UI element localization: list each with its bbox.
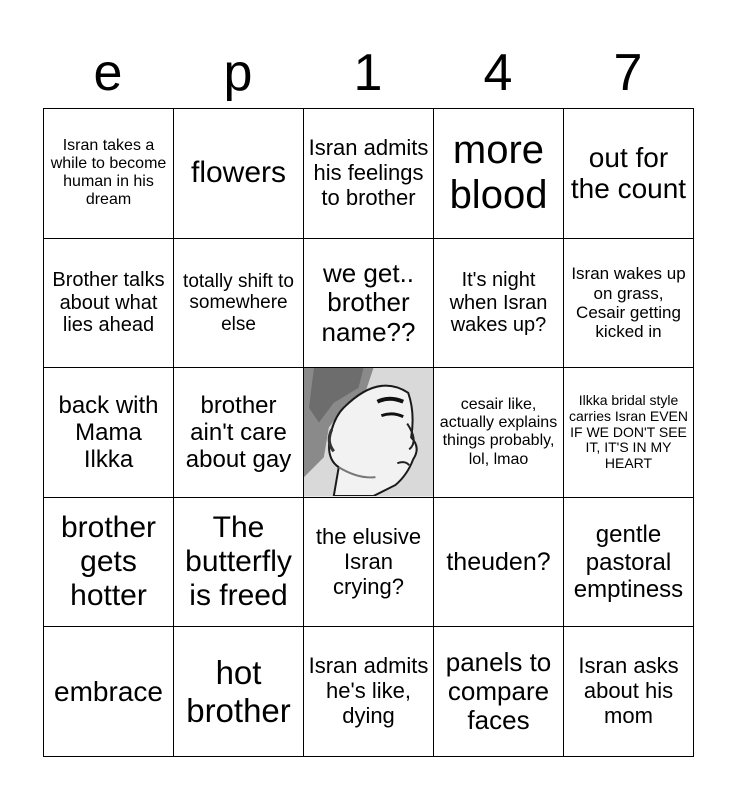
- free-space-image[interactable]: [304, 368, 434, 498]
- header-letter-e: e: [93, 44, 123, 102]
- bingo-cell[interactable]: Ilkka bridal style carries Isran EVEN IF WE DON'T SEE IT, IT'S IN MY HEART: [564, 368, 694, 498]
- bingo-cell[interactable]: Isran takes a while to become human in his dream: [44, 109, 174, 239]
- bingo-header: [43, 40, 693, 106]
- bingo-cell[interactable]: brother ain't care about gay: [174, 368, 304, 498]
- bingo-cell[interactable]: Isran admits he's like, dying: [304, 627, 434, 757]
- grid-row-3: [44, 368, 694, 498]
- bingo-cell[interactable]: totally shift to somewhere else: [174, 238, 304, 368]
- grid-row-1: [44, 109, 694, 239]
- bingo-cell[interactable]: Isran admits his feelings to brother: [304, 109, 434, 239]
- grid-row-2: [44, 238, 694, 368]
- grid-row-4: [44, 497, 694, 627]
- bingo-cell[interactable]: more blood: [434, 109, 564, 239]
- bingo-cell[interactable]: cesair like, actually explains things probably, lol, lmao: [434, 368, 564, 498]
- bingo-cell[interactable]: gentle pastoral emptiness: [564, 497, 694, 627]
- bingo-cell[interactable]: Brother talks about what lies ahead: [44, 238, 174, 368]
- bingo-cell[interactable]: Isran asks about his mom: [564, 627, 694, 757]
- bingo-cell[interactable]: brother gets hotter: [44, 497, 174, 627]
- bingo-cell[interactable]: hot brother: [174, 627, 304, 757]
- bingo-cell[interactable]: we get.. brother name??: [304, 238, 434, 368]
- bingo-cell[interactable]: The butterfly is freed: [174, 497, 304, 627]
- bingo-cell[interactable]: back with Mama Ilkka: [44, 368, 174, 498]
- header-digit-4: 4: [483, 44, 513, 102]
- bingo-cell[interactable]: embrace: [44, 627, 174, 757]
- bingo-cell[interactable]: It's night when Isran wakes up?: [434, 238, 564, 368]
- bingo-grid: [43, 108, 694, 757]
- bingo-cell[interactable]: flowers: [174, 109, 304, 239]
- header-letter-p: p: [223, 44, 253, 102]
- comic-face-portrait-icon: [304, 368, 433, 496]
- bingo-cell[interactable]: Isran wakes up on grass, Cesair getting kicked in: [564, 238, 694, 368]
- bingo-cell[interactable]: out for the count: [564, 109, 694, 239]
- grid-row-5: [44, 627, 694, 757]
- bingo-cell[interactable]: the elusive Isran crying?: [304, 497, 434, 627]
- bingo-cell[interactable]: theuden?: [434, 497, 564, 627]
- bingo-cell[interactable]: panels to compare faces: [434, 627, 564, 757]
- header-digit-1: 1: [353, 44, 383, 102]
- header-digit-7: 7: [613, 44, 643, 102]
